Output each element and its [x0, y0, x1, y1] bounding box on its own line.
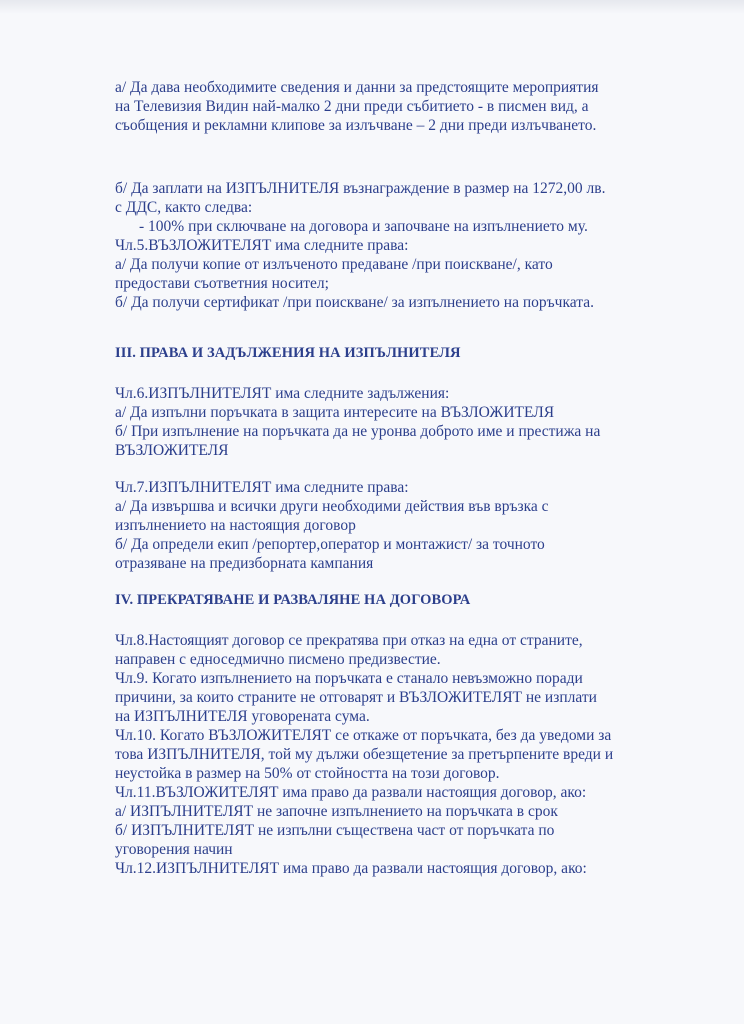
text-line: направен с едноседмично писмено предизвестие. — [115, 651, 441, 668]
text-line: причини, за които страните не отговарят и ВЪЗЛОЖИТЕЛЯТ не изплати — [115, 689, 597, 706]
text-line: а/ Да изпълни поръчката в защита интересите на ВЪЗЛОЖИТЕЛЯ — [115, 404, 555, 421]
articles-8-12 — [115, 631, 727, 878]
text-line: неустойка в размер на 50% от стойността на този договор. — [115, 765, 500, 782]
text-line: Чл.10. Когато ВЪЗЛОЖИТЕЛЯТ се откаже от поръчката, без да уведоми за — [115, 727, 612, 744]
text-line: б/ Да заплати на ИЗПЪЛНИТЕЛЯ възнаграждение в размер на 1272,00 лв. — [115, 180, 606, 197]
section-heading-iv: IV. ПРЕКРАТЯВАНЕ И РАЗВАЛЯНЕ НА ДОГОВОРА — [115, 592, 471, 608]
text-line: Чл.7.ИЗПЪЛНИТЕЛЯТ има следните права: — [115, 479, 409, 496]
text-line: б/ ИЗПЪЛНИТЕЛЯТ не изпълни съществена част от поръчката по — [115, 822, 555, 839]
text-line: Чл.12.ИЗПЪЛНИТЕЛЯТ има право да развали настоящия договор, ако: — [115, 860, 587, 877]
text-line: съобщения и рекламни клипове за излъчване – 2 дни преди излъчването. — [115, 117, 597, 134]
text-line: Чл.5.ВЪЗЛОЖИТЕЛЯТ има следните права: — [115, 237, 409, 254]
text-line: това ИЗПЪЛНИТЕЛЯ, той му дължи обезщетение за претърпените вреди и — [115, 746, 614, 763]
text-line: с ДДС, както следва: — [115, 199, 253, 216]
scan-edge-shadow — [0, 0, 744, 14]
text-line: а/ Да получи копие от излъченото предаване /при поискване/, като — [115, 256, 553, 273]
document-body — [115, 78, 727, 878]
text-line: Чл.11.ВЪЗЛОЖИТЕЛЯТ има право да развали настоящия договор, ако: — [115, 784, 587, 801]
text-line: б/ При изпълнение на поръчката да не уронва доброто име и престижа на — [115, 423, 601, 440]
text-line: уговорения начин — [115, 841, 233, 858]
text-line: Чл.6.ИЗПЪЛНИТЕЛЯТ има следните задължения: — [115, 385, 450, 402]
obligation-a — [115, 78, 727, 135]
section-heading-iii: III. ПРАВА И ЗАДЪЛЖЕНИЯ НА ИЗПЪЛНИТЕЛЯ — [115, 345, 461, 361]
text-line: б/ Да определи екип /репортер,оператор и монтажист/ за точното — [115, 536, 545, 553]
article-5 — [115, 236, 727, 312]
text-line: изпълнението на настоящия договор — [115, 517, 356, 534]
article-7 — [115, 478, 727, 573]
text-line: б/ Да получи сертификат /при поискване/ за изпълнението на поръчката. — [115, 294, 594, 311]
text-line: на Телевизия Видин най-малко 2 дни преди събитието - в писмен вид, а — [115, 98, 589, 115]
text-line: а/ Да дава необходимите сведения и данни за предстоящите мероприятия — [115, 79, 599, 96]
text-line: предостави съответния носител; — [115, 275, 329, 292]
text-line: а/ ИЗПЪЛНИТЕЛЯТ не започне изпълнението на поръчката в срок — [115, 803, 558, 820]
text-line: Чл.9. Когато изпълнението на поръчката е станало невъзможно поради — [115, 670, 583, 687]
obligation-b — [115, 179, 727, 236]
text-line: ВЪЗЛОЖИТЕЛЯ — [115, 442, 229, 459]
text-line: а/ Да извършва и всички други необходими действия във връзка с — [115, 498, 549, 515]
text-line: отразяване на предизборната кампания — [115, 555, 374, 572]
text-line: Чл.8.Настоящият договор се прекратява при отказ на една от страните, — [115, 632, 583, 649]
article-6 — [115, 384, 727, 460]
payment-dash-item: - 100% при сключване на договора и започване на изпълнението му. — [139, 218, 588, 235]
text-line: на ИЗПЪЛНИТЕЛЯ уговорената сума. — [115, 708, 370, 725]
